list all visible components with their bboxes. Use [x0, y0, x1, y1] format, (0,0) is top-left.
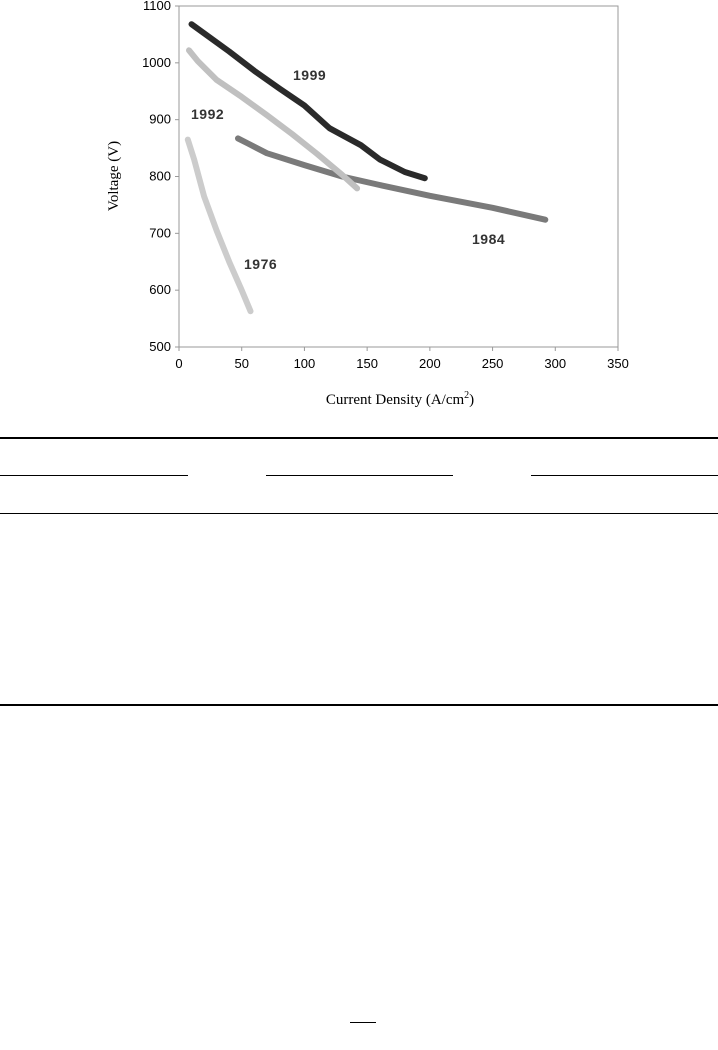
table-header-bottom-rule: [0, 513, 718, 514]
table-top-rule: [0, 437, 718, 439]
page-number-rule: [350, 1022, 376, 1023]
x-axis: [175, 347, 628, 371]
table-header-rule-middle: [266, 475, 453, 476]
y-tick-label: 700: [149, 225, 171, 241]
y-axis: [142, 0, 179, 354]
x-tick-label: 50: [234, 356, 249, 371]
series-line-1976: [188, 140, 251, 312]
table-header-rule-left: [0, 475, 188, 476]
x-axis-title-sup: 2: [464, 390, 470, 401]
y-tick-label: 600: [149, 282, 171, 298]
y-tick-label: 800: [149, 168, 171, 184]
x-tick-label: 200: [419, 356, 441, 371]
series-label-1976: 1976: [244, 256, 278, 272]
series-lines: [188, 24, 546, 311]
x-axis-title-close: ): [469, 392, 475, 408]
series-line-1984: [238, 138, 545, 219]
y-tick-label: 900: [149, 111, 171, 127]
y-tick-label: 500: [149, 339, 171, 354]
x-tick-label: 150: [356, 356, 378, 371]
table-header-rule-right: [531, 475, 718, 476]
y-tick-label: 1100: [143, 0, 171, 13]
x-axis-title-main: Current Density (A/cm: [325, 392, 465, 408]
series-label-1984: 1984: [472, 231, 506, 247]
x-tick-label: 0: [175, 356, 183, 371]
x-tick-label: 350: [607, 356, 629, 371]
x-tick-label: 250: [481, 356, 504, 371]
series-line-1999: [192, 24, 425, 178]
x-axis-title: [326, 390, 474, 408]
series-label-1999: 1999: [293, 67, 327, 83]
voltage-current-chart: [0, 0, 718, 420]
table-bottom-rule: [0, 704, 718, 706]
x-tick-label: 100: [293, 356, 316, 371]
y-axis-title: Voltage (V): [106, 140, 122, 212]
x-tick-label: 300: [544, 356, 567, 371]
y-tick-label: 1000: [142, 54, 171, 70]
series-label-1992: 1992: [191, 106, 225, 122]
